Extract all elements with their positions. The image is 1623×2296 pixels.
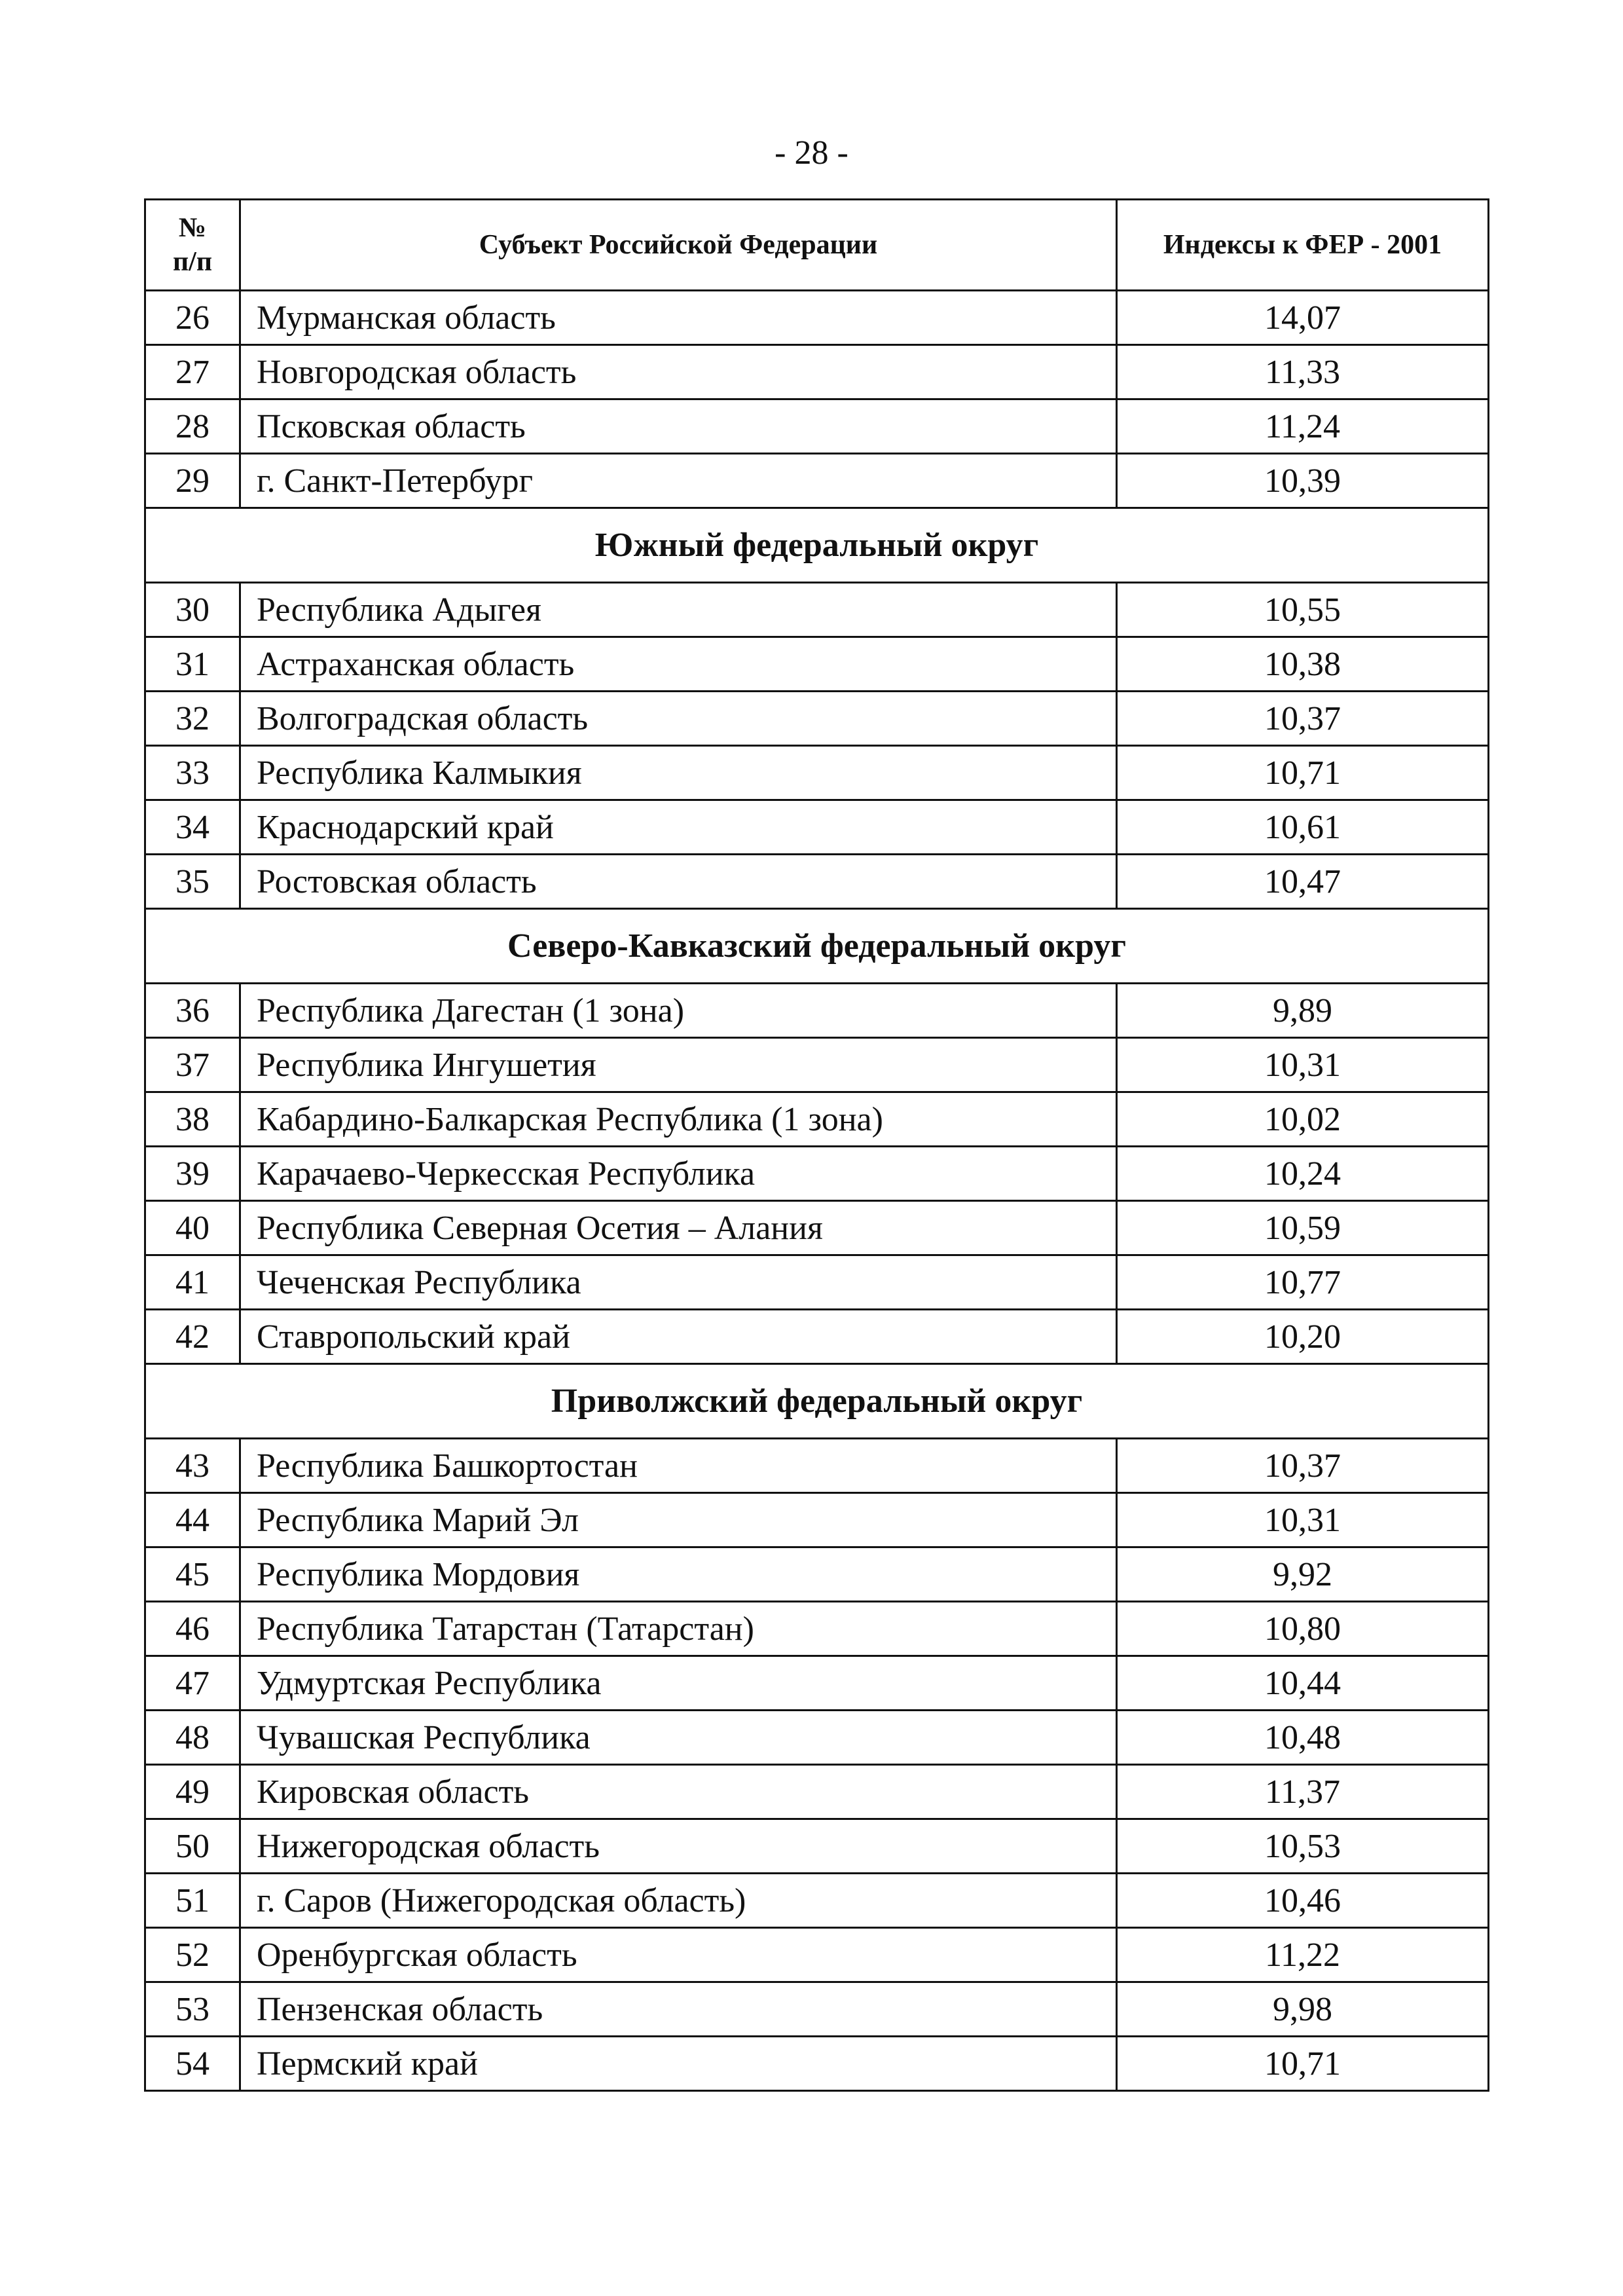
- index-value: 10,20: [1117, 1310, 1489, 1364]
- table-row: [145, 1656, 1489, 1711]
- subject-name: Краснодарский край: [240, 800, 1117, 855]
- subject-name: г. Санкт-Петербург: [240, 454, 1117, 508]
- index-value: 10,24: [1117, 1147, 1489, 1201]
- table-row: [145, 1493, 1489, 1547]
- index-value: 10,37: [1117, 1439, 1489, 1493]
- row-number: 50: [145, 1819, 240, 1874]
- table-row: [145, 1092, 1489, 1147]
- table-row: [145, 746, 1489, 800]
- index-value: 10,47: [1117, 855, 1489, 909]
- table-row: [145, 583, 1489, 637]
- row-number: 26: [145, 291, 240, 345]
- district-group-row: [145, 508, 1489, 583]
- index-value: 10,37: [1117, 692, 1489, 746]
- header-number-line1: №: [178, 212, 207, 243]
- row-number: 42: [145, 1310, 240, 1364]
- indices-table: [144, 198, 1489, 2092]
- district-title: Северо-Кавказский федеральный округ: [145, 909, 1489, 984]
- table-row: [145, 1874, 1489, 1928]
- index-value: 10,31: [1117, 1493, 1489, 1547]
- table-row: [145, 1982, 1489, 2037]
- row-number: 47: [145, 1656, 240, 1711]
- index-value: 11,37: [1117, 1765, 1489, 1819]
- subject-name: Пермский край: [240, 2037, 1117, 2091]
- subject-name: Республика Северная Осетия – Алания: [240, 1201, 1117, 1255]
- table-row: [145, 1602, 1489, 1656]
- subject-name: Астраханская область: [240, 637, 1117, 692]
- subject-name: Новгородская область: [240, 345, 1117, 399]
- subject-name: Оренбургская область: [240, 1928, 1117, 1982]
- index-value: 10,55: [1117, 583, 1489, 637]
- table-row: [145, 1439, 1489, 1493]
- subject-name: Ставропольский край: [240, 1310, 1117, 1364]
- district-title: Приволжский федеральный округ: [145, 1364, 1489, 1439]
- district-group-row: [145, 1364, 1489, 1439]
- index-value: 10,02: [1117, 1092, 1489, 1147]
- row-number: 34: [145, 800, 240, 855]
- row-number: 53: [145, 1982, 240, 2037]
- row-number: 35: [145, 855, 240, 909]
- subject-name: Республика Калмыкия: [240, 746, 1117, 800]
- table-header: [145, 200, 1489, 291]
- subject-name: Пензенская область: [240, 1982, 1117, 2037]
- table-row: [145, 1310, 1489, 1364]
- subject-name: Ростовская область: [240, 855, 1117, 909]
- row-number: 39: [145, 1147, 240, 1201]
- index-value: 10,59: [1117, 1201, 1489, 1255]
- table-row: [145, 1711, 1489, 1765]
- table-row: [145, 692, 1489, 746]
- table-row: [145, 855, 1489, 909]
- row-number: 52: [145, 1928, 240, 1982]
- district-title: Южный федеральный округ: [145, 508, 1489, 583]
- row-number: 32: [145, 692, 240, 746]
- row-number: 43: [145, 1439, 240, 1493]
- header-number: [145, 200, 240, 291]
- subject-name: Республика Мордовия: [240, 1547, 1117, 1602]
- index-value: 14,07: [1117, 291, 1489, 345]
- table-row: [145, 1819, 1489, 1874]
- index-value: 10,31: [1117, 1038, 1489, 1092]
- row-number: 49: [145, 1765, 240, 1819]
- index-value: 9,89: [1117, 984, 1489, 1038]
- table-row: [145, 1928, 1489, 1982]
- index-value: 10,39: [1117, 454, 1489, 508]
- index-value: 11,22: [1117, 1928, 1489, 1982]
- row-number: 27: [145, 345, 240, 399]
- index-value: 10,77: [1117, 1255, 1489, 1310]
- index-value: 9,98: [1117, 1982, 1489, 2037]
- row-number: 46: [145, 1602, 240, 1656]
- row-number: 54: [145, 2037, 240, 2091]
- index-value: 9,92: [1117, 1547, 1489, 1602]
- page-number: - 28 -: [775, 134, 848, 172]
- index-value: 10,71: [1117, 2037, 1489, 2091]
- table-row: [145, 1147, 1489, 1201]
- table-row: [145, 637, 1489, 692]
- row-number: 29: [145, 454, 240, 508]
- subject-name: Республика Татарстан (Татарстан): [240, 1602, 1117, 1656]
- table-row: [145, 345, 1489, 399]
- row-number: 31: [145, 637, 240, 692]
- row-number: 30: [145, 583, 240, 637]
- index-value: 10,44: [1117, 1656, 1489, 1711]
- row-number: 40: [145, 1201, 240, 1255]
- subject-name: Республика Башкортостан: [240, 1439, 1117, 1493]
- subject-name: г. Саров (Нижегородская область): [240, 1874, 1117, 1928]
- row-number: 44: [145, 1493, 240, 1547]
- index-value: 10,53: [1117, 1819, 1489, 1874]
- row-number: 51: [145, 1874, 240, 1928]
- row-number: 41: [145, 1255, 240, 1310]
- district-group-row: [145, 909, 1489, 984]
- index-value: 10,46: [1117, 1874, 1489, 1928]
- subject-name: Республика Ингушетия: [240, 1038, 1117, 1092]
- header-index: Индексы к ФЕР - 2001: [1117, 200, 1489, 291]
- table-body: [145, 291, 1489, 2091]
- index-value: 10,61: [1117, 800, 1489, 855]
- row-number: 28: [145, 399, 240, 454]
- header-subject: Субъект Российской Федерации: [240, 200, 1117, 291]
- subject-name: Псковская область: [240, 399, 1117, 454]
- index-value: 10,80: [1117, 1602, 1489, 1656]
- index-value: 10,71: [1117, 746, 1489, 800]
- subject-name: Волгоградская область: [240, 692, 1117, 746]
- subject-name: Республика Адыгея: [240, 583, 1117, 637]
- table-row: [145, 399, 1489, 454]
- table-row: [145, 454, 1489, 508]
- table-row: [145, 291, 1489, 345]
- subject-name: Кабардино-Балкарская Республика (1 зона): [240, 1092, 1117, 1147]
- row-number: 45: [145, 1547, 240, 1602]
- header-number-line2: п/п: [172, 247, 213, 277]
- row-number: 48: [145, 1711, 240, 1765]
- table-row: [145, 1765, 1489, 1819]
- table-row: [145, 1255, 1489, 1310]
- subject-name: Республика Дагестан (1 зона): [240, 984, 1117, 1038]
- row-number: 36: [145, 984, 240, 1038]
- table-row: [145, 1547, 1489, 1602]
- subject-name: Удмуртская Республика: [240, 1656, 1117, 1711]
- subject-name: Чувашская Республика: [240, 1711, 1117, 1765]
- subject-name: Мурманская область: [240, 291, 1117, 345]
- table-row: [145, 1201, 1489, 1255]
- row-number: 37: [145, 1038, 240, 1092]
- index-value: 11,24: [1117, 399, 1489, 454]
- index-value: 10,38: [1117, 637, 1489, 692]
- subject-name: Карачаево-Черкесская Республика: [240, 1147, 1117, 1201]
- table-row: [145, 800, 1489, 855]
- subject-name: Нижегородская область: [240, 1819, 1117, 1874]
- header-row: [145, 200, 1489, 291]
- index-value: 10,48: [1117, 1711, 1489, 1765]
- table-row: [145, 984, 1489, 1038]
- index-value: 11,33: [1117, 345, 1489, 399]
- row-number: 33: [145, 746, 240, 800]
- subject-name: Кировская область: [240, 1765, 1117, 1819]
- subject-name: Чеченская Республика: [240, 1255, 1117, 1310]
- row-number: 38: [145, 1092, 240, 1147]
- table-row: [145, 1038, 1489, 1092]
- subject-name: Республика Марий Эл: [240, 1493, 1117, 1547]
- table-row: [145, 2037, 1489, 2091]
